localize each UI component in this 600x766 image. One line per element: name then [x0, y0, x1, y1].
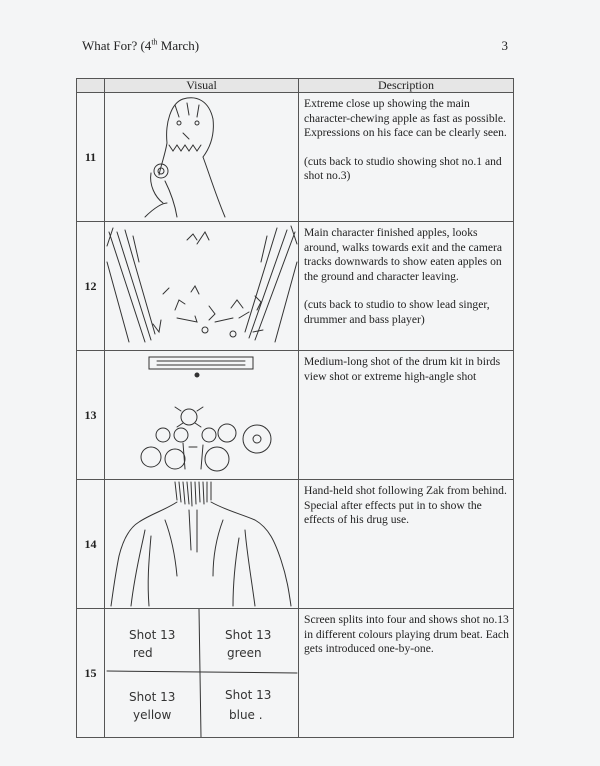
shot-number: 11	[77, 93, 105, 222]
panel-label: Shot 13	[225, 628, 272, 642]
shot-sketch	[105, 351, 299, 480]
panel-colour: red	[133, 646, 153, 660]
sketch-eaten-apples	[105, 222, 299, 350]
sketch-closeup-apple	[105, 93, 299, 221]
shot-description: Medium-long shot of the drum kit in birds view shot or extreme high-angle shot	[299, 351, 514, 480]
panel-label: Shot 13	[129, 628, 176, 642]
shot-description: Extreme close up showing the main character-chewing apple as fast as possible. Expressions on his face can be clearly seen. (cuts back to studio showing shot no.1 and shot no.3)	[299, 93, 514, 222]
shot-sketch	[105, 480, 299, 609]
shot-description: Main character finished apples, looks around, walks towards exit and the camera tracks downwards to show eaten apples on the ground and character leaving. (cuts back to studio to show lead singer, drummer and bass player)	[299, 222, 514, 351]
storyboard-row	[77, 222, 514, 351]
shot-number: 15	[77, 609, 105, 738]
sketch-split-screen	[105, 609, 299, 737]
storyboard-row	[77, 609, 514, 738]
storyboard-table	[76, 78, 514, 738]
shot-sketch	[105, 609, 299, 738]
sketch-drum-kit	[105, 351, 299, 479]
panel-colour: green	[227, 646, 262, 660]
shot-sketch	[105, 222, 299, 351]
shot-description: Hand-held shot following Zak from behind. Special after effects put in to show the effects of his drug use.	[299, 480, 514, 609]
sketch-person-from-behind	[105, 480, 299, 608]
shot-number: 12	[77, 222, 105, 351]
shot-number: 14	[77, 480, 105, 609]
shot-sketch	[105, 93, 299, 222]
panel-colour: yellow	[133, 708, 172, 722]
table-header-row	[77, 79, 514, 93]
shot-number: 13	[77, 351, 105, 480]
visual-column-header: Visual	[105, 79, 299, 93]
description-column-header: Description	[299, 79, 514, 93]
shot-description: Screen splits into four and shows shot no.13 in different colours playing drum beat. Each gets introduced one-by-one.	[299, 609, 514, 738]
number-column-header	[77, 79, 105, 93]
storyboard-row	[77, 351, 514, 480]
document-title: What For? (4th March)	[82, 38, 200, 54]
page-header	[82, 38, 508, 54]
panel-label: Shot 13	[129, 690, 176, 704]
storyboard-row	[77, 93, 514, 222]
storyboard-row	[77, 480, 514, 609]
panel-label: Shot 13	[225, 688, 272, 702]
panel-colour: blue .	[229, 708, 263, 722]
page-number: 3	[501, 38, 508, 53]
